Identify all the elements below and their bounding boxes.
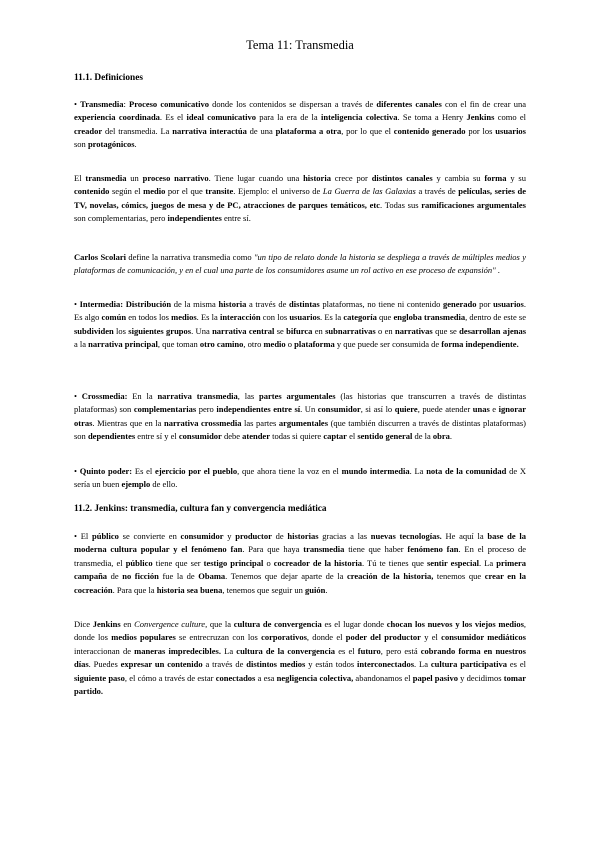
- text-run: es el: [335, 645, 358, 656]
- bold-text: cultura participativa: [430, 659, 507, 670]
- text-run: o en: [375, 325, 395, 336]
- paragraph-convergence-culture: [74, 618, 526, 699]
- text-run: o: [263, 557, 274, 568]
- bold-text: historias: [287, 531, 319, 541]
- italic-text: La Guerra de las Galaxias: [322, 186, 416, 197]
- text-run: entre sí y el: [135, 431, 179, 442]
- text-run: •: [74, 466, 80, 476]
- text-run: •: [74, 99, 81, 109]
- bold-text: distintas: [289, 299, 320, 309]
- text-run: por el que: [165, 186, 206, 197]
- bold-text: nuevas tecnologías.: [370, 531, 442, 541]
- text-run: . Es algo: [74, 299, 526, 323]
- text-run: , si así lo: [360, 404, 395, 415]
- bold-text: protagónicos: [87, 139, 135, 150]
- bold-text: fenómeno fan: [407, 544, 459, 555]
- paragraph-crossmedia: [74, 390, 526, 444]
- text-run: . Se toma a Henry: [397, 112, 467, 123]
- text-run: a través de: [415, 186, 459, 197]
- bold-text: Jenkins: [92, 619, 121, 629]
- bold-text: ejemplo: [121, 479, 151, 490]
- bold-text: creación de la historia,: [346, 571, 434, 582]
- text-run: de: [271, 531, 288, 541]
- bold-text: obra: [432, 431, 450, 442]
- bold-text: subnarrativas: [325, 325, 376, 336]
- text-run: (que también discurren a través de distintas plataformas) son: [74, 417, 526, 442]
- bold-text: historia sea buena: [156, 584, 223, 595]
- bold-text: transmedia: [303, 544, 345, 555]
- bold-text: cultura de convergencia: [233, 619, 322, 629]
- text-run: . La: [414, 659, 431, 670]
- text-run: . Tiene lugar cuando una: [208, 173, 304, 183]
- text-run: a la: [74, 339, 89, 350]
- text-run: , que ahora tiene la voz en el: [237, 466, 342, 476]
- bold-text: ideal comunicativo: [186, 112, 256, 123]
- bold-text: Jenkins: [466, 112, 495, 123]
- text-run: tenemos que: [433, 571, 485, 582]
- text-run: a través de: [202, 659, 247, 670]
- text-run: y que puede ser consumida de: [334, 339, 442, 350]
- text-run: pero: [196, 404, 217, 415]
- bold-text: común: [101, 312, 127, 323]
- bold-text: plataforma a otra: [275, 125, 342, 136]
- text-run: . La: [409, 466, 427, 476]
- text-run: :: [123, 99, 130, 109]
- text-run: y: [223, 531, 236, 541]
- bold-text: interacción: [219, 312, 261, 323]
- text-run: . Puedes: [88, 659, 121, 670]
- bold-text: narrativa transmedia: [157, 391, 238, 401]
- bold-text: cultura de la convergencia: [236, 645, 336, 656]
- bold-text: categoría: [343, 312, 377, 323]
- text-run: Dice: [74, 619, 93, 629]
- paragraph-proceso-narrativo: [74, 172, 526, 226]
- bold-text: contenido: [74, 186, 110, 197]
- text-run: .: [134, 139, 137, 150]
- bold-text: creador: [74, 125, 103, 136]
- bold-text: ramificaciones argumentales: [421, 199, 526, 210]
- text-run: un: [126, 173, 143, 183]
- text-run: se entrecruzan con los: [175, 632, 262, 643]
- text-run: de ello.: [150, 479, 178, 490]
- text-run: •: [74, 391, 82, 401]
- text-run: son complementarias, pero: [74, 213, 168, 224]
- text-run: de la: [412, 431, 433, 442]
- bold-text: expresar un contenido: [120, 659, 203, 670]
- text-run: e: [489, 404, 499, 415]
- text-run: (las historias que transcurren a través de distintas plataformas) son: [74, 391, 527, 415]
- bold-text: Carlos Scolari: [74, 252, 126, 262]
- bold-text: unas: [472, 404, 490, 415]
- section-heading-definiciones: 11.1. Definiciones: [74, 73, 143, 83]
- bold-text: dependientes: [87, 431, 136, 442]
- text-run: •: [74, 299, 80, 309]
- text-run: El: [74, 173, 86, 183]
- text-run: de la misma: [171, 299, 219, 309]
- bold-text: siguiente paso: [74, 672, 125, 683]
- text-run: , puede atender: [417, 404, 473, 415]
- text-run: según el: [109, 186, 144, 197]
- text-run: , pero está: [380, 645, 421, 656]
- bold-text: subdividen: [74, 325, 114, 336]
- text-run: .: [495, 265, 500, 276]
- text-run: con el fin de crear una: [441, 99, 526, 109]
- text-run: . En el proceso de transmedia, el: [74, 544, 526, 568]
- text-run: de una: [246, 125, 276, 136]
- bold-text: Transmedia: [80, 99, 124, 109]
- bold-text: historia: [218, 299, 247, 309]
- text-run: En la: [127, 391, 158, 401]
- text-run: He aquí la: [441, 531, 488, 541]
- bold-text: forma independiente.: [441, 339, 519, 350]
- text-run: las partes: [241, 417, 279, 428]
- text-run: por: [476, 299, 494, 309]
- text-run: Es el: [132, 466, 156, 476]
- bold-text: conectados: [215, 672, 256, 683]
- paragraph-publico: [74, 530, 526, 597]
- section-heading-jenkins: 11.2. Jenkins: transmedia, cultura fan y convergencia mediática: [74, 504, 327, 514]
- italic-text: "un tipo de relato donde la historia se despliega a través de múltiples medios y plataformas de comunicación, y en el cual una parte de los consumidores asume un rol activo en ese proceso de expansión": [74, 252, 527, 276]
- text-run: , que la: [205, 619, 234, 629]
- text-run: entre sí.: [221, 213, 251, 224]
- bold-text: mundo intermedia: [341, 466, 410, 476]
- bold-text: chocan los nuevos y los viejos medios: [386, 619, 524, 629]
- text-run: crece por: [330, 173, 372, 183]
- text-run: , el cómo a través de estar: [124, 672, 216, 683]
- bold-text: maneras impredecibles.: [134, 645, 221, 656]
- text-run: fue la de: [158, 571, 199, 582]
- text-run: , otro: [243, 339, 264, 350]
- text-run: . Para que la: [112, 584, 157, 595]
- text-run: , donde el: [306, 632, 346, 643]
- bold-text: poder del productor: [345, 632, 421, 643]
- bold-text: guión: [304, 584, 326, 595]
- text-run: se convierte en: [118, 531, 181, 541]
- text-run: . Tenemos que dejar aparte de la: [225, 571, 347, 582]
- bold-text: bifurca: [286, 325, 313, 336]
- text-run: es el: [506, 659, 526, 670]
- bold-text: películas, series de TV, novelas, cómics, juegos de mesa y de PC, atracciones de parques temáticos, etc: [74, 186, 527, 210]
- bold-text: independientes entre sí: [216, 404, 301, 415]
- bold-text: desarrollan ajenas: [459, 325, 526, 336]
- bold-text: siguientes grupos: [128, 325, 192, 336]
- text-run: . Ejemplo: el universo de: [233, 186, 323, 197]
- bold-text: base de la moderna cultura popular y el fenómeno fan: [74, 531, 527, 555]
- text-run: abandonamos el: [353, 672, 413, 683]
- text-run: gracias a las: [318, 531, 371, 541]
- text-run: son: [74, 139, 88, 150]
- bold-text: ejercicio por el pueblo: [155, 466, 238, 476]
- bold-text: Distribución: [125, 299, 172, 309]
- text-run: , donde los: [74, 619, 526, 643]
- bold-text: ignorar otras: [74, 404, 527, 428]
- bold-text: corporativos: [261, 632, 307, 643]
- bold-text: inteligencia colectiva: [320, 112, 398, 123]
- bold-text: otro camino: [199, 339, 244, 350]
- text-run: . Mientras que en la: [92, 417, 164, 428]
- bold-text: engloba transmedia: [393, 312, 466, 323]
- text-run: . Para que haya: [242, 544, 304, 555]
- bold-text: usuarios: [495, 125, 526, 136]
- italic-text: Convergence culture: [134, 619, 206, 629]
- text-run: define la narrativa transmedia como: [125, 252, 254, 262]
- bold-text: proceso narrativo: [142, 173, 209, 183]
- bold-text: plataforma: [294, 339, 335, 350]
- text-run: el: [346, 431, 358, 442]
- text-run: como el: [494, 112, 527, 123]
- bold-text: Crossmedia:: [81, 391, 128, 401]
- text-run: donde los contenidos se dispersan a través de: [209, 99, 377, 109]
- bold-text: medios populares: [111, 632, 176, 643]
- bold-text: sentir especial: [426, 557, 480, 568]
- document-title: Tema 11: Transmedia: [246, 38, 354, 52]
- text-run: se: [274, 325, 287, 336]
- paragraph-quinto-poder: [74, 465, 526, 492]
- text-run: , las: [237, 391, 259, 401]
- bold-text: consumidor: [180, 531, 224, 541]
- text-run: y su: [506, 173, 526, 183]
- bold-text: partes argumentales: [258, 391, 336, 401]
- text-run: tiene que ser: [152, 557, 204, 568]
- text-run: de: [107, 571, 123, 582]
- paragraph-intermedia: [74, 298, 526, 352]
- text-run: .: [325, 584, 328, 595]
- bold-text: experiencia coordinada: [74, 112, 160, 123]
- bold-text: usuarios: [289, 312, 321, 323]
- text-run: .: [449, 431, 453, 442]
- text-run: plataformas, no tiene ni contenido: [319, 299, 443, 309]
- paragraph-scolari: [74, 251, 526, 278]
- text-run: o: [285, 339, 295, 350]
- bold-text: argumentales: [278, 417, 329, 428]
- bold-text: productor: [235, 531, 272, 541]
- bold-text: distintos medios: [246, 659, 306, 670]
- text-run: a esa: [255, 672, 277, 683]
- text-run: para la era de la: [255, 112, 321, 123]
- bold-text: narrativa central: [212, 325, 275, 336]
- text-run: . Es el: [159, 112, 187, 123]
- bold-text: crear en la cocreación: [74, 571, 526, 595]
- bold-text: consumidor: [178, 431, 222, 442]
- text-run: . Un: [300, 404, 318, 415]
- bold-text: futuro: [357, 645, 381, 656]
- text-run: del transmedia. La: [102, 125, 173, 136]
- bold-text: consumidor: [317, 404, 361, 415]
- bold-text: usuarios: [493, 299, 524, 309]
- text-run: de X sería un buen: [74, 466, 526, 490]
- bold-text: público: [91, 531, 119, 541]
- bold-text: cobrando forma en nuestros días: [74, 645, 526, 670]
- bold-text: Quinto poder:: [79, 466, 133, 476]
- bold-text: narrativa principal: [88, 339, 158, 350]
- text-run: es el lugar donde: [321, 619, 387, 629]
- text-run: tiene que haber: [344, 544, 408, 555]
- text-run: La: [220, 645, 237, 656]
- bold-text: medios: [171, 312, 197, 323]
- text-run: . Una: [191, 325, 213, 336]
- text-run: y están todos: [305, 659, 358, 670]
- bold-text: transmedia: [85, 173, 127, 183]
- paragraph-transmedia: [74, 98, 526, 152]
- text-run: . Es la: [196, 312, 220, 323]
- bold-text: generado: [443, 299, 477, 309]
- text-run: en: [120, 619, 135, 629]
- bold-text: diferentes canales: [376, 99, 442, 109]
- text-run: debe: [221, 431, 243, 442]
- text-run: . Todas sus: [380, 199, 422, 210]
- bold-text: narrativa interactúa: [172, 125, 247, 136]
- text-run: los: [113, 325, 129, 336]
- text-run: y cambia su: [432, 173, 485, 183]
- bold-text: tomar partido.: [74, 672, 526, 697]
- text-run: con los: [260, 312, 290, 323]
- bold-text: sentido general: [357, 431, 413, 442]
- bold-text: captar: [323, 431, 347, 442]
- bold-text: Proceso comunicativo: [129, 99, 209, 109]
- bold-text: consumidor mediáticos: [441, 632, 526, 643]
- bold-text: atender: [242, 431, 270, 442]
- text-run: . Tú te tienes que: [361, 557, 427, 568]
- text-run: en: [312, 325, 326, 336]
- text-run: y el: [420, 632, 442, 643]
- bold-text: no ficción: [122, 571, 159, 582]
- bold-text: distintos canales: [371, 173, 433, 183]
- bold-text: testigo principal: [203, 557, 264, 568]
- text-run: . Es la: [320, 312, 344, 323]
- bold-text: Obama: [198, 571, 226, 582]
- bold-text: narrativa crossmedia: [164, 417, 242, 428]
- text-run: , tenemos que seguir un: [222, 584, 305, 595]
- text-run: , por lo que el: [341, 125, 394, 136]
- bold-text: negligencia colectiva,: [276, 672, 354, 683]
- text-run: • El: [74, 531, 92, 541]
- text-run: interaccionan de: [74, 645, 135, 656]
- text-run: en todos los: [126, 312, 172, 323]
- text-run: que se: [432, 325, 460, 336]
- bold-text: medio: [143, 186, 166, 197]
- text-run: . La: [479, 557, 497, 568]
- bold-text: forma: [484, 173, 507, 183]
- text-run: , dentro de este se: [465, 312, 526, 323]
- bold-text: Intermedia:: [79, 299, 124, 309]
- text-run: a través de: [246, 299, 290, 309]
- bold-text: transite: [205, 186, 234, 197]
- text-run: por los: [465, 125, 496, 136]
- bold-text: narrativas: [394, 325, 433, 336]
- bold-text: contenido generado: [393, 125, 466, 136]
- bold-text: independientes: [167, 213, 222, 224]
- bold-text: público: [125, 557, 153, 568]
- text-run: que: [376, 312, 394, 323]
- bold-text: quiere: [394, 404, 418, 415]
- text-run: todas si quiere: [269, 431, 324, 442]
- bold-text: papel pasivo: [412, 672, 458, 683]
- bold-text: nota de la comunidad: [426, 466, 507, 476]
- text-run: , que toman: [157, 339, 200, 350]
- bold-text: historia: [303, 173, 331, 183]
- bold-text: primera campaña: [74, 557, 526, 582]
- bold-text: complementarias: [133, 404, 197, 415]
- text-run: y decidimos: [457, 672, 504, 683]
- bold-text: cocreador de la historia: [273, 557, 362, 568]
- bold-text: interconectados: [357, 659, 415, 670]
- bold-text: medio: [263, 339, 286, 350]
